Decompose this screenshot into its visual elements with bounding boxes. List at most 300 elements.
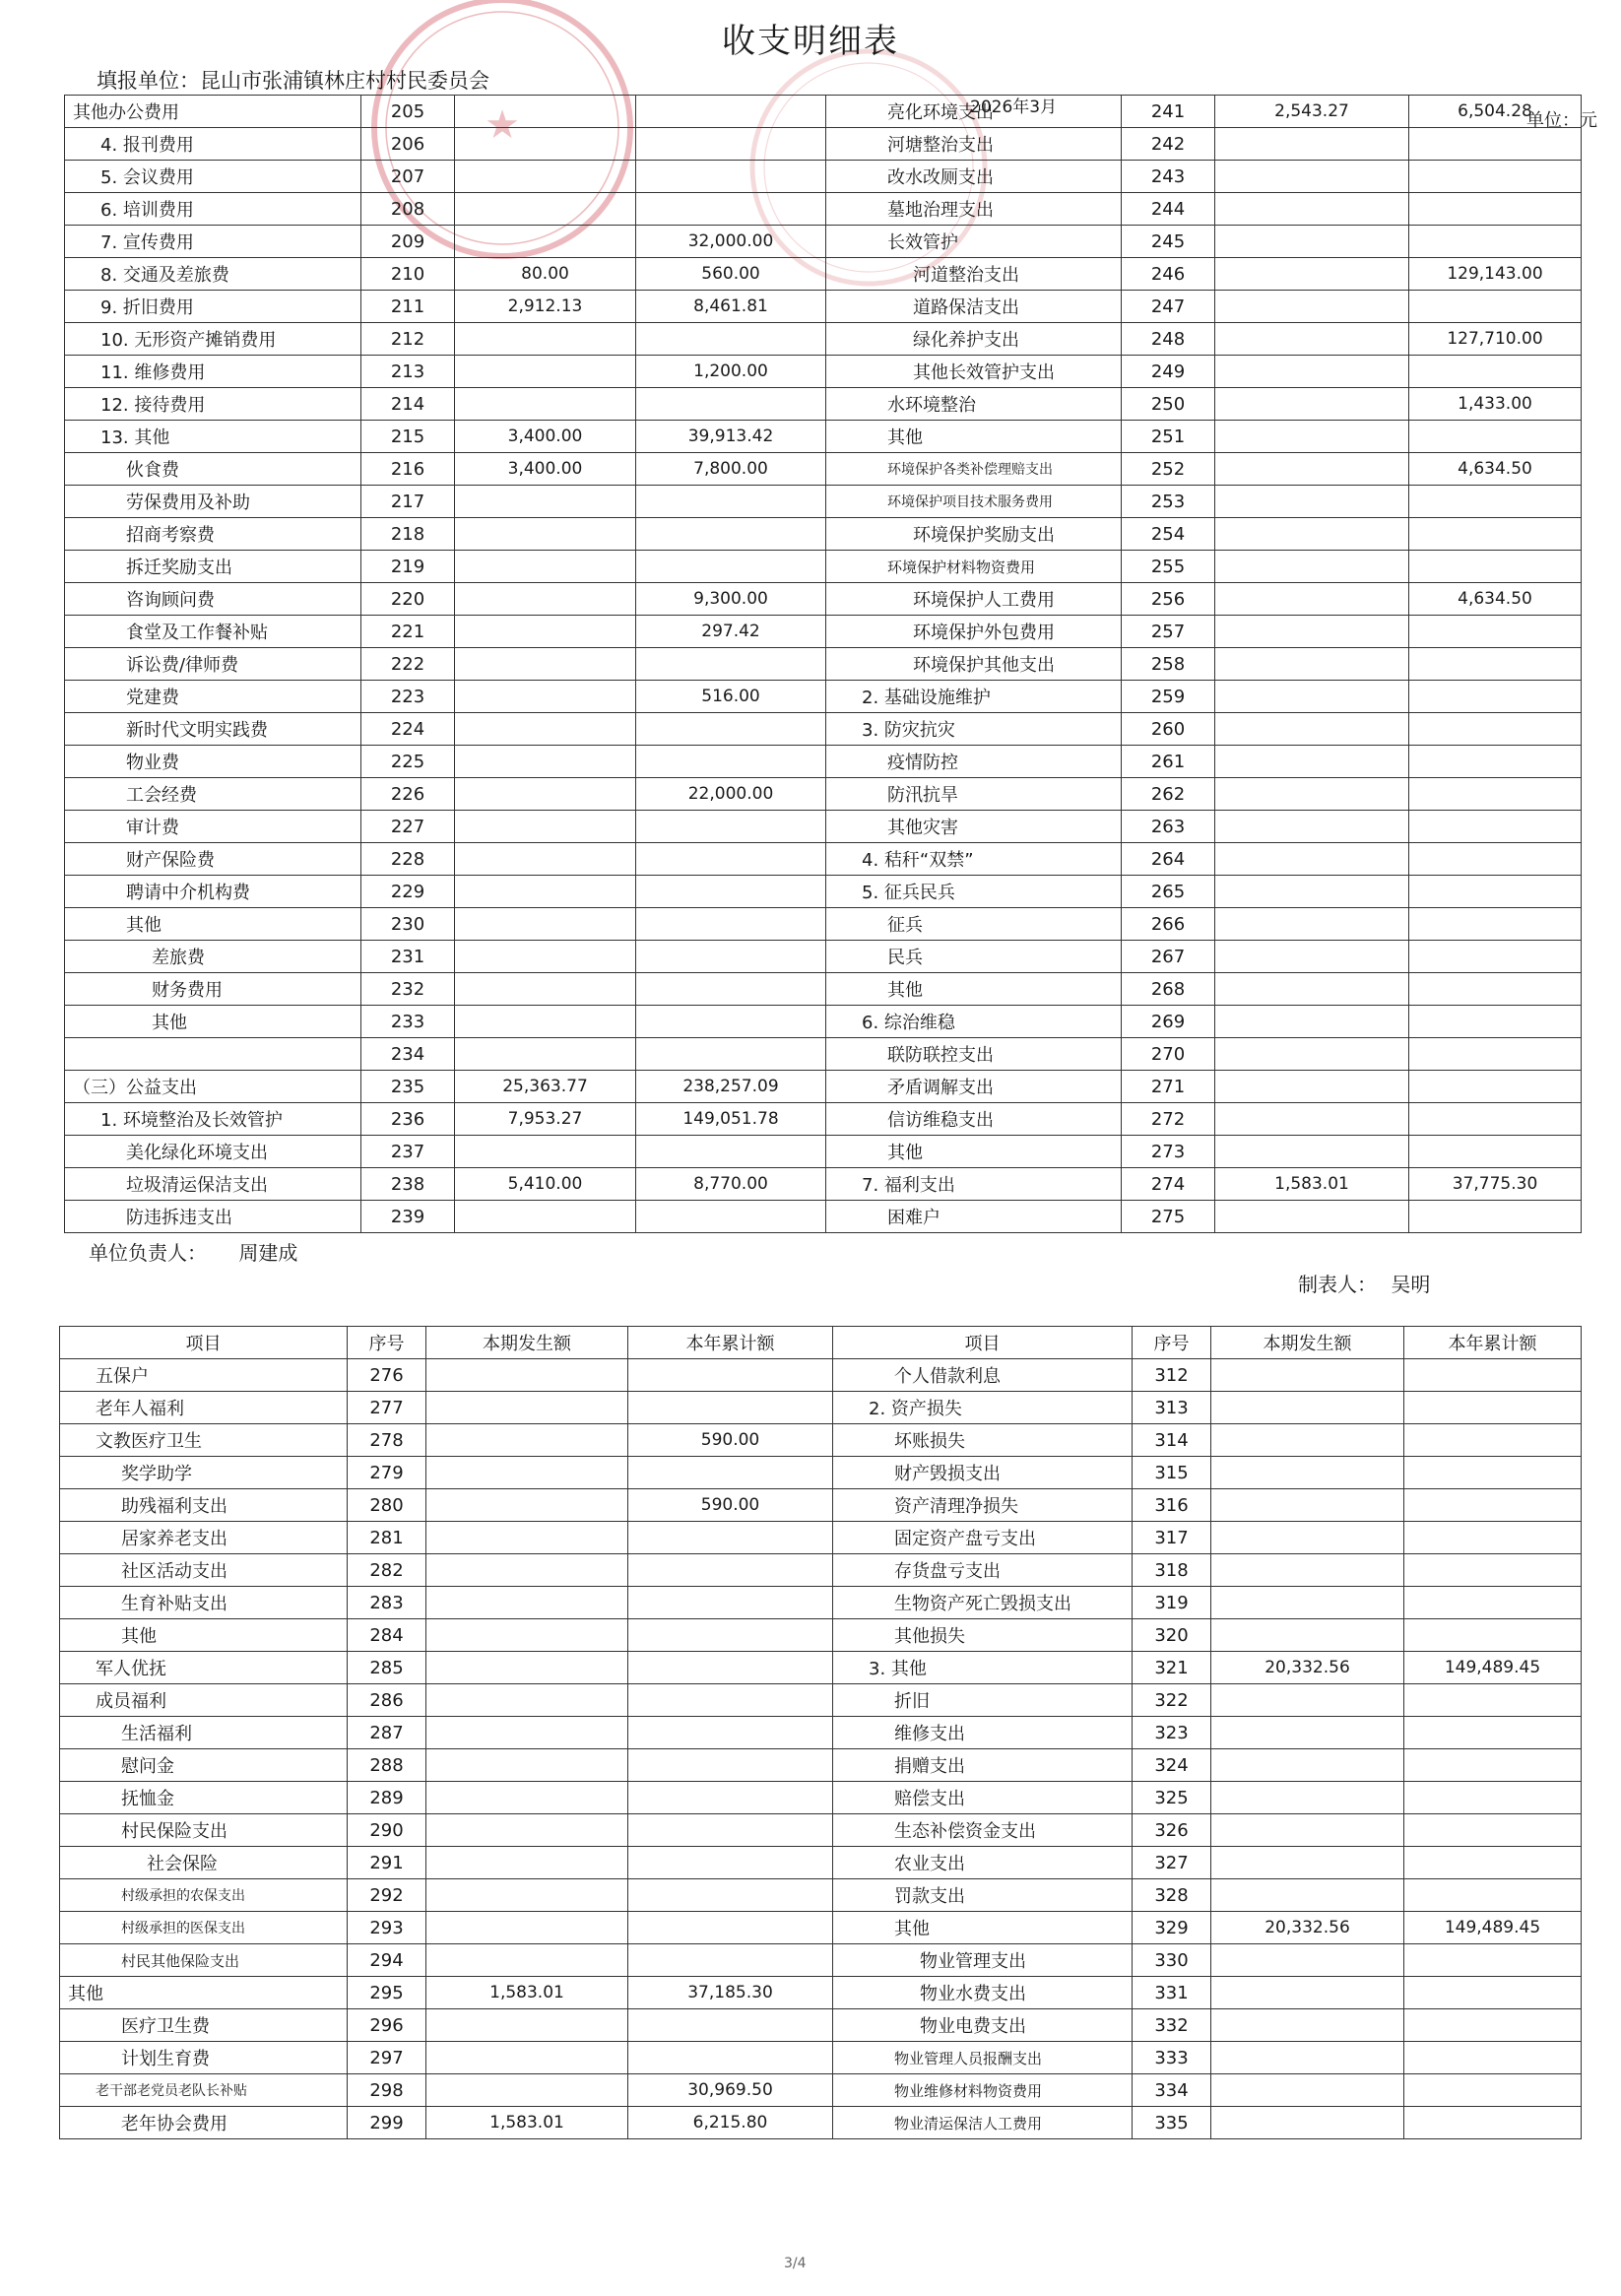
ytd-amount-cell: 1,433.00 — [1409, 388, 1582, 421]
table-row — [65, 388, 1582, 421]
ytd-amount-cell — [628, 1652, 833, 1684]
ytd-amount-cell — [1404, 2107, 1582, 2139]
item-cell: 疫情防控 — [826, 746, 1122, 778]
ytd-amount-cell — [1404, 1424, 1582, 1457]
item-cell: 11. 维修费用 — [65, 356, 361, 388]
item-cell: 成员福利 — [60, 1684, 348, 1717]
item-cell: 其他 — [60, 1619, 348, 1652]
seq-cell: 281 — [348, 1522, 426, 1554]
table-row — [60, 1717, 1582, 1749]
ytd-amount-cell — [1409, 843, 1582, 876]
item-cell: 物业管理人员报酬支出 — [833, 2042, 1133, 2074]
current-amount-cell — [1215, 681, 1409, 713]
ytd-amount-cell — [636, 128, 826, 161]
table-row — [65, 1038, 1582, 1071]
current-amount-cell — [1211, 1879, 1404, 1912]
item-cell: 9. 折旧费用 — [65, 291, 361, 323]
header-ytd: 本年累计额 — [1404, 1327, 1582, 1359]
current-amount-cell — [1211, 1457, 1404, 1489]
seq-cell: 279 — [348, 1457, 426, 1489]
ytd-amount-cell — [628, 1912, 833, 1944]
item-cell: 其他 — [826, 421, 1122, 453]
ytd-amount-cell — [636, 1006, 826, 1038]
table-row — [65, 1071, 1582, 1103]
seq-cell: 232 — [361, 973, 455, 1006]
ytd-amount-cell — [1409, 811, 1582, 843]
table-row — [60, 1424, 1582, 1457]
item-cell: 道路保洁支出 — [826, 291, 1122, 323]
ytd-amount-cell — [636, 388, 826, 421]
item-cell: 2. 基础设施维护 — [826, 681, 1122, 713]
ytd-amount-cell — [636, 746, 826, 778]
table-row — [65, 258, 1582, 291]
item-cell: 聘请中介机构费 — [65, 876, 361, 908]
seq-cell: 324 — [1133, 1749, 1211, 1782]
current-amount-cell — [455, 583, 636, 616]
item-cell: 环境保护各类补偿理赔支出 — [826, 453, 1122, 486]
ytd-amount-cell — [1409, 908, 1582, 941]
current-amount-cell — [1215, 778, 1409, 811]
ytd-amount-cell — [636, 908, 826, 941]
current-amount-cell — [1211, 1717, 1404, 1749]
seq-cell: 291 — [348, 1847, 426, 1879]
seq-cell: 335 — [1133, 2107, 1211, 2139]
seq-cell: 333 — [1133, 2042, 1211, 2074]
item-cell: 医疗卫生费 — [60, 2009, 348, 2042]
item-cell: 工会经费 — [65, 778, 361, 811]
table-row — [65, 811, 1582, 843]
item-cell: 居家养老支出 — [60, 1522, 348, 1554]
item-cell: 其他 — [826, 973, 1122, 1006]
seq-cell: 277 — [348, 1392, 426, 1424]
ytd-amount-cell — [1409, 551, 1582, 583]
item-cell: 物业管理支出 — [833, 1944, 1133, 1977]
current-amount-cell: 5,410.00 — [455, 1168, 636, 1201]
seq-cell: 258 — [1122, 648, 1215, 681]
seq-cell: 274 — [1122, 1168, 1215, 1201]
current-amount-cell — [426, 1359, 628, 1392]
ytd-amount-cell — [1404, 1489, 1582, 1522]
item-cell: 民兵 — [826, 941, 1122, 973]
item-cell: 个人借款利息 — [833, 1359, 1133, 1392]
seq-cell: 321 — [1133, 1652, 1211, 1684]
current-amount-cell: 2,543.27 — [1215, 96, 1409, 128]
table-row — [65, 941, 1582, 973]
ytd-amount-cell — [1404, 2074, 1582, 2107]
ytd-amount-cell — [1409, 876, 1582, 908]
ytd-amount-cell — [1404, 1847, 1582, 1879]
current-amount-cell: 1,583.01 — [426, 2107, 628, 2139]
ytd-amount-cell — [1409, 1136, 1582, 1168]
ytd-amount-cell — [1409, 778, 1582, 811]
seq-cell: 263 — [1122, 811, 1215, 843]
ytd-amount-cell — [628, 1847, 833, 1879]
item-cell: 6. 综治维稳 — [826, 1006, 1122, 1038]
seq-cell: 313 — [1133, 1392, 1211, 1424]
seq-cell: 228 — [361, 843, 455, 876]
item-cell: 5. 会议费用 — [65, 161, 361, 193]
seq-cell: 212 — [361, 323, 455, 356]
table-row — [65, 356, 1582, 388]
seq-cell: 214 — [361, 388, 455, 421]
ytd-amount-cell — [1404, 2009, 1582, 2042]
seq-cell: 239 — [361, 1201, 455, 1233]
seq-cell: 209 — [361, 226, 455, 258]
seq-cell: 218 — [361, 518, 455, 551]
seq-cell: 226 — [361, 778, 455, 811]
seq-cell: 221 — [361, 616, 455, 648]
item-cell: 防汛抗旱 — [826, 778, 1122, 811]
table-row — [65, 1136, 1582, 1168]
ytd-amount-cell: 37,775.30 — [1409, 1168, 1582, 1201]
seq-cell: 330 — [1133, 1944, 1211, 1977]
table-row — [60, 1847, 1582, 1879]
ytd-amount-cell — [1404, 1717, 1582, 1749]
table-row — [60, 1782, 1582, 1814]
report-period: 2026年3月 — [970, 98, 1058, 117]
seq-cell: 293 — [348, 1912, 426, 1944]
seq-cell: 299 — [348, 2107, 426, 2139]
ytd-amount-cell — [1409, 616, 1582, 648]
table-row — [60, 1392, 1582, 1424]
svg-text:★: ★ — [485, 102, 520, 148]
current-amount-cell — [1215, 1136, 1409, 1168]
seq-cell: 315 — [1133, 1457, 1211, 1489]
seq-cell: 207 — [361, 161, 455, 193]
unit-head-signature — [89, 1237, 297, 1266]
seq-cell: 271 — [1122, 1071, 1215, 1103]
item-cell: 困难户 — [826, 1201, 1122, 1233]
ytd-amount-cell — [1404, 1619, 1582, 1652]
current-amount-cell: 1,583.01 — [426, 1977, 628, 2009]
current-amount-cell — [1211, 1944, 1404, 1977]
item-cell: 村级承担的农保支出 — [60, 1879, 348, 1912]
ytd-amount-cell — [628, 1619, 833, 1652]
ytd-amount-cell — [1409, 421, 1582, 453]
item-cell: 环境保护项目技术服务费用 — [826, 486, 1122, 518]
item-cell: 捐赠支出 — [833, 1749, 1133, 1782]
seq-cell: 332 — [1133, 2009, 1211, 2042]
table-row — [60, 1587, 1582, 1619]
current-amount-cell — [455, 551, 636, 583]
ytd-amount-cell: 560.00 — [636, 258, 826, 291]
item-cell: 赔偿支出 — [833, 1782, 1133, 1814]
current-amount-cell — [1215, 453, 1409, 486]
seq-cell: 270 — [1122, 1038, 1215, 1071]
ytd-amount-cell: 127,710.00 — [1409, 323, 1582, 356]
seq-cell: 314 — [1133, 1424, 1211, 1457]
table-row — [60, 2074, 1582, 2107]
current-amount-cell — [1215, 876, 1409, 908]
current-amount-cell — [426, 1424, 628, 1457]
current-amount-cell — [426, 1944, 628, 1977]
seq-cell: 225 — [361, 746, 455, 778]
item-cell: 4. 报刊费用 — [65, 128, 361, 161]
current-amount-cell — [455, 746, 636, 778]
current-amount-cell — [1215, 1201, 1409, 1233]
ytd-amount-cell: 297.42 — [636, 616, 826, 648]
table-row — [65, 713, 1582, 746]
seq-cell: 285 — [348, 1652, 426, 1684]
item-cell: 3. 防灾抗灾 — [826, 713, 1122, 746]
ytd-amount-cell: 22,000.00 — [636, 778, 826, 811]
seq-cell: 286 — [348, 1684, 426, 1717]
seq-cell: 275 — [1122, 1201, 1215, 1233]
current-amount-cell — [455, 1038, 636, 1071]
current-amount-cell — [455, 1201, 636, 1233]
seq-cell: 227 — [361, 811, 455, 843]
current-amount-cell — [1215, 1006, 1409, 1038]
seq-cell: 322 — [1133, 1684, 1211, 1717]
seq-cell: 217 — [361, 486, 455, 518]
ytd-amount-cell — [636, 876, 826, 908]
unit-head-name: 周建成 — [238, 1241, 298, 1265]
item-cell: 助残福利支出 — [60, 1489, 348, 1522]
table-row — [65, 583, 1582, 616]
ytd-amount-cell: 7,800.00 — [636, 453, 826, 486]
item-cell: 环境保护材料物资费用 — [826, 551, 1122, 583]
ytd-amount-cell — [628, 1814, 833, 1847]
current-amount-cell — [455, 128, 636, 161]
item-cell: 其他 — [60, 1977, 348, 2009]
current-amount-cell — [426, 1684, 628, 1717]
current-amount-cell — [455, 323, 636, 356]
item-cell: 维修支出 — [833, 1717, 1133, 1749]
seq-cell: 325 — [1133, 1782, 1211, 1814]
current-amount-cell — [455, 96, 636, 128]
seq-cell: 326 — [1133, 1814, 1211, 1847]
ytd-amount-cell — [1409, 128, 1582, 161]
current-amount-cell — [426, 1457, 628, 1489]
header-item: 项目 — [833, 1327, 1133, 1359]
seq-cell: 206 — [361, 128, 455, 161]
ytd-amount-cell — [1404, 1392, 1582, 1424]
current-amount-cell — [455, 908, 636, 941]
item-cell: 征兵 — [826, 908, 1122, 941]
detail-table-lower — [59, 1326, 1582, 2139]
ytd-amount-cell — [636, 551, 826, 583]
ytd-amount-cell — [1404, 1457, 1582, 1489]
ytd-amount-cell — [628, 1717, 833, 1749]
seq-cell: 318 — [1133, 1554, 1211, 1587]
ytd-amount-cell — [628, 1392, 833, 1424]
current-amount-cell: 3,400.00 — [455, 421, 636, 453]
item-cell: 环境保护其他支出 — [826, 648, 1122, 681]
ytd-amount-cell: 129,143.00 — [1409, 258, 1582, 291]
ytd-amount-cell — [636, 811, 826, 843]
item-cell: 拆迁奖励支出 — [65, 551, 361, 583]
seq-cell: 256 — [1122, 583, 1215, 616]
table-row — [65, 616, 1582, 648]
item-cell: 环境保护人工费用 — [826, 583, 1122, 616]
seq-cell: 245 — [1122, 226, 1215, 258]
header-ytd: 本年累计额 — [628, 1327, 833, 1359]
ytd-amount-cell — [628, 1944, 833, 1977]
seq-cell: 252 — [1122, 453, 1215, 486]
item-cell: 慰问金 — [60, 1749, 348, 1782]
current-amount-cell — [1215, 1103, 1409, 1136]
item-cell: 食堂及工作餐补贴 — [65, 616, 361, 648]
item-cell: 军人优抚 — [60, 1652, 348, 1684]
ytd-amount-cell: 39,913.42 — [636, 421, 826, 453]
ytd-amount-cell: 149,489.45 — [1404, 1912, 1582, 1944]
seq-cell: 334 — [1133, 2074, 1211, 2107]
ytd-amount-cell — [1409, 518, 1582, 551]
table-row — [65, 746, 1582, 778]
current-amount-cell: 7,953.27 — [455, 1103, 636, 1136]
table-row — [65, 1006, 1582, 1038]
table-row — [65, 291, 1582, 323]
seq-cell: 231 — [361, 941, 455, 973]
current-amount-cell — [426, 1749, 628, 1782]
current-amount-cell — [455, 876, 636, 908]
ytd-amount-cell — [1409, 1071, 1582, 1103]
item-cell: 物业清运保洁人工费用 — [833, 2107, 1133, 2139]
item-cell: 矛盾调解支出 — [826, 1071, 1122, 1103]
current-amount-cell — [426, 2042, 628, 2074]
seq-cell: 241 — [1122, 96, 1215, 128]
ytd-amount-cell — [1409, 486, 1582, 518]
item-cell: 村级承担的医保支出 — [60, 1912, 348, 1944]
ytd-amount-cell: 590.00 — [628, 1489, 833, 1522]
ytd-amount-cell: 1,200.00 — [636, 356, 826, 388]
seq-cell: 282 — [348, 1554, 426, 1587]
current-amount-cell — [426, 1554, 628, 1587]
seq-cell: 216 — [361, 453, 455, 486]
item-cell: 村民保险支出 — [60, 1814, 348, 1847]
item-cell: 改水改厕支出 — [826, 161, 1122, 193]
table-row — [60, 2042, 1582, 2074]
current-amount-cell — [1215, 713, 1409, 746]
seq-cell: 210 — [361, 258, 455, 291]
table-row — [60, 1684, 1582, 1717]
seq-cell: 319 — [1133, 1587, 1211, 1619]
current-amount-cell — [1215, 551, 1409, 583]
unit-head-label: 单位负责人： — [89, 1241, 207, 1265]
current-amount-cell — [1215, 941, 1409, 973]
ytd-amount-cell — [1409, 1201, 1582, 1233]
table-row — [60, 1749, 1582, 1782]
ytd-amount-cell — [636, 161, 826, 193]
seq-cell: 295 — [348, 1977, 426, 2009]
table-row — [65, 908, 1582, 941]
ytd-amount-cell — [1404, 1814, 1582, 1847]
seq-cell: 280 — [348, 1489, 426, 1522]
current-amount-cell — [1211, 2042, 1404, 2074]
ytd-amount-cell — [1409, 1006, 1582, 1038]
page-number: 3/4 — [784, 2256, 807, 2271]
item-cell: 村民其他保险支出 — [60, 1944, 348, 1977]
current-amount-cell: 25,363.77 — [455, 1071, 636, 1103]
current-amount-cell — [1215, 388, 1409, 421]
seq-cell: 267 — [1122, 941, 1215, 973]
seq-cell: 327 — [1133, 1847, 1211, 1879]
seq-cell: 247 — [1122, 291, 1215, 323]
item-cell: 环境保护外包费用 — [826, 616, 1122, 648]
current-amount-cell — [1215, 973, 1409, 1006]
current-amount-cell — [1211, 2107, 1404, 2139]
ytd-amount-cell — [628, 1554, 833, 1587]
ytd-amount-cell — [1409, 356, 1582, 388]
current-amount-cell — [426, 1782, 628, 1814]
header-item: 项目 — [60, 1327, 348, 1359]
table-row — [65, 128, 1582, 161]
ytd-amount-cell — [1409, 193, 1582, 226]
item-cell: 6. 培训费用 — [65, 193, 361, 226]
seq-cell: 289 — [348, 1782, 426, 1814]
table-row — [65, 226, 1582, 258]
ytd-amount-cell — [1404, 1359, 1582, 1392]
ytd-amount-cell — [636, 1136, 826, 1168]
table-row — [65, 551, 1582, 583]
current-amount-cell — [455, 1006, 636, 1038]
table-row — [60, 1977, 1582, 2009]
seq-cell: 265 — [1122, 876, 1215, 908]
item-cell: 其他 — [833, 1912, 1133, 1944]
current-amount-cell — [1211, 1814, 1404, 1847]
table-row — [60, 1522, 1582, 1554]
table-row — [60, 1814, 1582, 1847]
ytd-amount-cell — [636, 96, 826, 128]
item-cell: 长效管护 — [826, 226, 1122, 258]
item-cell: 差旅费 — [65, 941, 361, 973]
item-cell: 计划生育费 — [60, 2042, 348, 2074]
current-amount-cell — [1211, 1684, 1404, 1717]
current-amount-cell — [1211, 1587, 1404, 1619]
seq-cell: 287 — [348, 1717, 426, 1749]
ytd-amount-cell — [1409, 161, 1582, 193]
seq-cell: 292 — [348, 1879, 426, 1912]
item-cell: 河塘整治支出 — [826, 128, 1122, 161]
seq-cell: 246 — [1122, 258, 1215, 291]
item-cell: 生活福利 — [60, 1717, 348, 1749]
current-amount-cell — [426, 1814, 628, 1847]
table-row — [65, 323, 1582, 356]
current-amount-cell — [1215, 356, 1409, 388]
current-amount-cell — [1211, 2074, 1404, 2107]
seq-cell: 234 — [361, 1038, 455, 1071]
table-row — [65, 843, 1582, 876]
seq-cell: 251 — [1122, 421, 1215, 453]
current-amount-cell — [1211, 1782, 1404, 1814]
item-cell: 河道整治支出 — [826, 258, 1122, 291]
seq-cell: 261 — [1122, 746, 1215, 778]
current-amount-cell — [1211, 1489, 1404, 1522]
item-cell: 亮化环境支出 — [826, 96, 1122, 128]
table-header-row — [60, 1327, 1582, 1359]
table-row — [60, 1619, 1582, 1652]
seq-cell: 317 — [1133, 1522, 1211, 1554]
item-cell: 绿化养护支出 — [826, 323, 1122, 356]
ytd-amount-cell — [628, 1457, 833, 1489]
ytd-amount-cell — [1404, 1587, 1582, 1619]
seq-cell: 312 — [1133, 1359, 1211, 1392]
item-cell: 文教医疗卫生 — [60, 1424, 348, 1457]
table-row — [65, 681, 1582, 713]
item-cell: 环境保护奖励支出 — [826, 518, 1122, 551]
seq-cell: 273 — [1122, 1136, 1215, 1168]
ytd-amount-cell — [628, 1359, 833, 1392]
current-amount-cell — [1215, 1038, 1409, 1071]
seq-cell: 268 — [1122, 973, 1215, 1006]
current-amount-cell — [426, 2009, 628, 2042]
current-amount-cell — [1215, 193, 1409, 226]
ytd-amount-cell — [1409, 1038, 1582, 1071]
current-amount-cell — [1215, 226, 1409, 258]
table-row — [65, 193, 1582, 226]
header-current: 本期发生额 — [1211, 1327, 1404, 1359]
current-amount-cell — [1215, 486, 1409, 518]
